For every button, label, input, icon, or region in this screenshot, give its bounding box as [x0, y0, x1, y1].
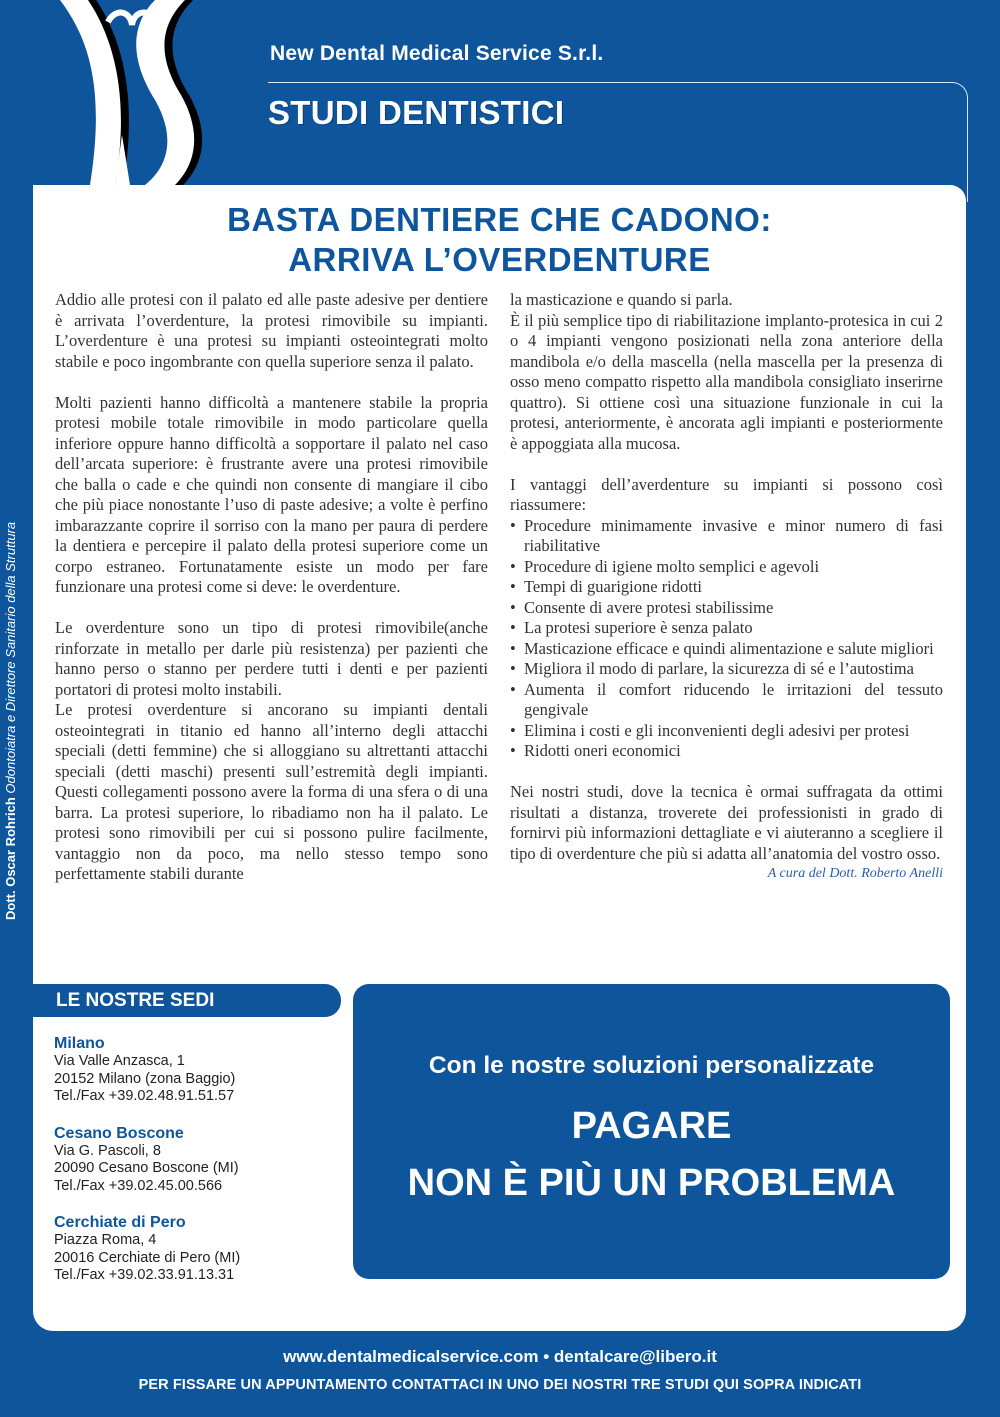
side-credit [3, 460, 18, 920]
location-item [54, 1034, 344, 1106]
dms-tooth-logo-icon [60, 0, 230, 185]
header-subtitle: STUDI DENTISTICI [268, 94, 565, 131]
location-phone: Tel./Fax +39.02.48.91.51.57 [54, 1088, 235, 1104]
article-paragraph: Le protesi overdenture si ancorano su impianti dentali osteointegrati in titanio ed hanno all’interno degli attacchi speciali (detti femmine) che si alloggiano su altrettanti attacchi speciali (detti maschi) presenti sull’estremità degli impianti. Questi collegamenti possono avere la forma di una sfera o di una barra. La protesi superiore, lo ribadiamo non ha il palato. Le protesi sono rimovibili per cui si possono pulire facilmente, vantaggio non da poco, ma nello stesso tempo sono perfettamente stabili durante [55, 700, 488, 883]
benefit-item: • Masticazione efficace e quindi alimentazione e salute migliori [510, 639, 943, 660]
article-paragraph: Addio alle protesi con il palato ed alle paste adesive per dentiere è arrivata l’overdenture, la protesi rimovibile su impianti. L’overdenture è una protesi su impianti osteointegrati molto stabile e poco ingombrante con quella superiore senza il palato. [55, 290, 488, 371]
company-name: New Dental Medical Service S.r.l. [270, 42, 604, 65]
promo-line2: NON È PIÙ UN PROBLEMA [407, 1162, 896, 1204]
location-item [54, 1124, 344, 1196]
article-title-line1: BASTA DENTIERE CHE CADONO: [227, 201, 772, 238]
location-city: 20016 Cerchiate di Pero (MI) [54, 1249, 241, 1266]
benefits-list [510, 516, 943, 762]
article-paragraph: la masticazione e quando si parla. [510, 290, 733, 309]
benefit-item: • Ridotti oneri economici [510, 741, 943, 762]
benefit-item: • Aumenta il comfort riducendo le irritazioni del tessuto gengivale [510, 680, 943, 721]
locations-heading: LE NOSTRE SEDI [33, 984, 341, 1017]
article-column-left [55, 290, 488, 885]
footer-call-to-action: PER FISSARE UN APPUNTAMENTO CONTATTACI IN UNO DEI NOSTRI TRE STUDI QUI SOPRA INDICATI [138, 1377, 862, 1393]
article-title-line2: ARRIVA L’OVERDENTURE [288, 241, 711, 278]
benefits-intro: I vantaggi dell’averdenture su impianti si possono così riassumere: [510, 474, 943, 514]
article-paragraph: Le overdenture sono un tipo di protesi rimovibile(anche rinforzate in metallo per darle più resistenza) per pazienti che hanno perso o stanno per perdere tutti i denti e per pazienti portatori di protesi molto instabili. [55, 618, 488, 699]
footer-contact-links[interactable]: www.dentalmedicalservice.com • dentalcare@libero.it [283, 1347, 717, 1366]
benefit-item: • Procedure minimamente invasive e minor numero di fasi riabilitative [510, 516, 943, 557]
benefit-item: • Elimina i costi e gli inconvenienti degli adesivi per protesi [510, 721, 943, 742]
benefit-item: • Consente di avere protesi stabilissime [510, 598, 943, 619]
locations-list [54, 1034, 344, 1303]
side-credit-name: Dott. Oscar Rohrich [3, 797, 18, 920]
location-name: Milano [54, 1035, 105, 1052]
article-title [33, 200, 966, 280]
location-address: Via Valle Anzasca, 1 [54, 1053, 185, 1069]
location-name: Cerchiate di Pero [54, 1214, 186, 1231]
location-name: Cesano Boscone [54, 1124, 184, 1142]
location-item [54, 1213, 344, 1285]
promo-line1: PAGARE [571, 1105, 732, 1147]
location-city: 20152 Milano (zona Baggio) [54, 1070, 236, 1087]
article-paragraph: È il più semplice tipo di riabilitazione implanto-protesica in cui 2 o 4 impianti vengono posizionati nella zona anteriore della mandibola e/o della mascella (nella mascella per la presenza di osso meno compatto rispetto alla mandibola consigliato inserirne quattro). Si ottiene così una situazione funzionale in cui la protesi, anteriormente, è ancorata agli impianti e posteriormente è appoggiata alla mucosa. [510, 310, 943, 453]
side-credit-role: Odontoiatra e Direttore Sanitario della Struttura [3, 521, 18, 794]
article-signature: A cura del Dott. Roberto Anelli [767, 866, 943, 881]
article-paragraph: Molti pazienti hanno difficoltà a mantenere stabile la propria protesi mobile totale rimovibile in modo particolare quella inferiore oppure hanno difficoltà a sopportare il palato nel caso dell’arcata superiore: è frustrante avere una protesi rimovibile che balla o cade e che quindi non consente di mangiare il cibo che più piace nonostante l’uso di paste adesive; a volte è perfino imbarazzante coprire il sorriso con la mano per paura di perdere la dentiera e percepire il palato della protesi superiore come un corpo estraneo. Fortunatamente esiste un modo per fare funzionare una protesi come si deve: le overdenture. [55, 392, 488, 596]
promo-headline [353, 1098, 950, 1212]
location-phone: Tel./Fax +39.02.45.00.566 [54, 1177, 223, 1194]
location-city: 20090 Cesano Boscone (MI) [54, 1160, 239, 1176]
benefit-item: • La protesi superiore è senza palato [510, 618, 943, 639]
promo-subtitle: Con le nostre soluzioni personalizzate [428, 1052, 875, 1079]
benefit-item: • Procedure di igiene molto semplici e agevoli [510, 557, 943, 578]
location-phone: Tel./Fax +39.02.33.91.13.31 [54, 1267, 235, 1283]
location-address: Piazza Roma, 4 [54, 1232, 157, 1248]
benefit-item: • Migliora il modo di parlare, la sicurezza di sé e l’autostima [510, 659, 943, 680]
article-column-right [510, 290, 943, 885]
location-address: Via G. Pascoli, 8 [54, 1142, 161, 1159]
payment-promo-box [353, 984, 950, 1279]
closing-paragraph: Nei nostri studi, dove la tecnica è ormai suffragata da ottimi risultati a distanza, troverete dei professionisti in grado di fornirvi più informazioni dettagliate e vi aiuteranno a scegliere il tipo di overdenture che più si adatta all’anatomia del vostro osso. [510, 782, 943, 863]
benefit-item: • Tempi di guarigione ridotti [510, 577, 943, 598]
